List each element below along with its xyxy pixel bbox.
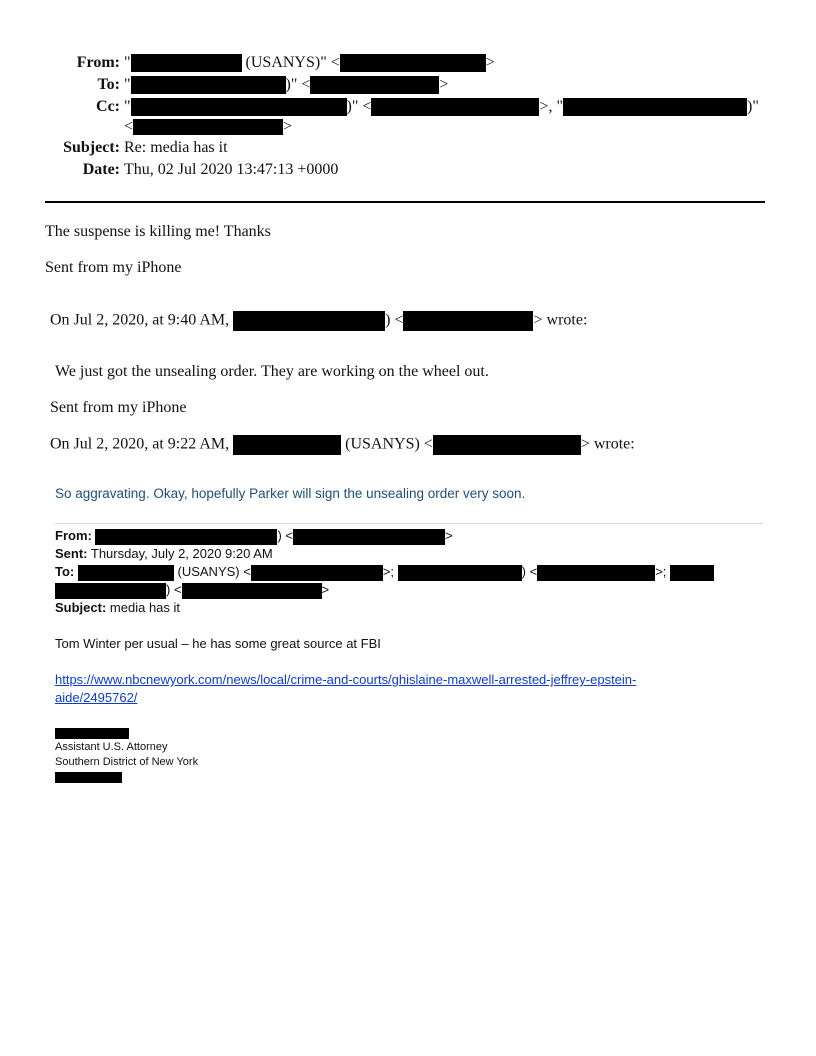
quote-body-blue: So aggravating. Okay, hopefully Parker will sign the unsealing order very soon. <box>55 486 526 501</box>
signature-name-redacted <box>55 728 129 739</box>
redaction-block <box>403 311 533 331</box>
cc-label: Cc: <box>96 98 120 115</box>
inner-to-cont <box>55 581 329 599</box>
article-link-line2[interactable]: aide/2495762/ <box>55 690 138 705</box>
inner-to-text: >; <box>655 564 667 579</box>
inner-sent <box>55 545 273 563</box>
redaction-block <box>563 98 747 116</box>
redaction-block <box>95 529 277 545</box>
inner-sent-label: Sent: <box>55 546 88 561</box>
inner-to <box>55 563 714 581</box>
inner-to-text: ) < <box>521 564 538 579</box>
quote-header-text: ) < <box>385 311 404 329</box>
from-label: From: <box>76 54 120 71</box>
redaction-block <box>670 565 714 581</box>
signature-title: Assistant U.S. Attorney <box>55 741 168 753</box>
quote-header-text: On Jul 2, 2020, at 9:22 AM, <box>50 435 230 453</box>
inner-divider <box>55 523 763 524</box>
to-value <box>124 75 448 95</box>
inner-from-label: From: <box>55 528 92 543</box>
quote-body: We just got the unsealing order. They are working on the wheel out. <box>55 363 489 380</box>
cc-mid: )" < <box>346 98 372 115</box>
quote-header-text: On Jul 2, 2020, at 9:40 AM, <box>50 311 230 329</box>
redaction-block <box>133 119 283 135</box>
cc-mid: >, " <box>539 98 563 115</box>
cc-mid: )" <box>746 98 759 115</box>
redaction-block <box>78 565 174 581</box>
cc-value <box>124 97 759 117</box>
redaction-block <box>55 772 122 783</box>
date-value: Thu, 02 Jul 2020 13:47:13 +0000 <box>124 161 339 178</box>
to-label: To: <box>97 76 120 93</box>
redaction-block <box>55 728 129 739</box>
message-line: The suspense is killing me! Thanks <box>45 223 271 240</box>
cc-open: < <box>124 118 134 135</box>
from-value <box>124 53 495 73</box>
inner-subject-value: media has it <box>109 600 181 615</box>
from-close: > <box>485 54 495 71</box>
redaction-block <box>233 311 385 331</box>
quote-header-text: > wrote: <box>533 311 588 329</box>
inner-from-text: > <box>445 528 453 543</box>
quote-header-text: (USANYS) < <box>345 435 433 453</box>
article-link-line1[interactable]: https://www.nbcnewyork.com/news/local/crime-and-courts/ghislaine-maxwell-arrested-jeffrey-epstein- <box>55 672 637 687</box>
quote-header <box>50 435 635 455</box>
redaction-block <box>131 76 286 94</box>
inner-sent-value: Thursday, July 2, 2020 9:20 AM <box>90 546 273 561</box>
quote-header-text: > wrote: <box>580 435 635 453</box>
inner-subject <box>55 599 180 617</box>
inner-from-text: ) < <box>277 528 294 543</box>
inner-to-label: To: <box>55 564 75 579</box>
inner-body: Tom Winter per usual – he has some great source at FBI <box>55 636 381 651</box>
redaction-block <box>310 76 439 94</box>
inner-to-text: (USANYS) < <box>177 564 251 579</box>
redaction-block <box>131 98 347 116</box>
from-org: (USANYS)" < <box>241 54 340 71</box>
to-close: > <box>439 76 449 93</box>
redaction-block <box>537 565 655 581</box>
redaction-block <box>233 435 341 455</box>
inner-subject-label: Subject: <box>55 600 107 615</box>
quote-header <box>50 311 587 331</box>
inner-to-text: > <box>321 582 330 597</box>
redaction-block <box>340 54 486 72</box>
cc-quote: " <box>124 98 131 115</box>
header-divider <box>45 201 765 203</box>
date-label: Date: <box>82 161 120 178</box>
from-quote: " <box>124 54 131 71</box>
signature-phone-redacted <box>55 772 122 783</box>
redaction-block <box>131 54 242 72</box>
inner-from <box>55 527 453 545</box>
signature: Sent from my iPhone <box>45 259 182 276</box>
redaction-block <box>371 98 539 116</box>
redaction-block <box>398 565 522 581</box>
redaction-block <box>433 435 581 455</box>
signature-office: Southern District of New York <box>55 756 199 768</box>
redaction-block <box>293 529 445 545</box>
article-link[interactable] <box>55 671 636 707</box>
signature: Sent from my iPhone <box>50 399 187 416</box>
subject-label: Subject: <box>63 139 120 156</box>
to-mid: )" < <box>285 76 311 93</box>
to-quote: " <box>124 76 131 93</box>
redaction-block <box>55 583 166 599</box>
cc-close: > <box>283 118 293 135</box>
redaction-block <box>251 565 383 581</box>
inner-to-text: >; <box>382 564 395 579</box>
inner-to-text: ) < <box>166 582 182 597</box>
redaction-block <box>182 583 322 599</box>
cc-value-cont <box>124 117 292 137</box>
subject-value: Re: media has it <box>124 139 228 156</box>
